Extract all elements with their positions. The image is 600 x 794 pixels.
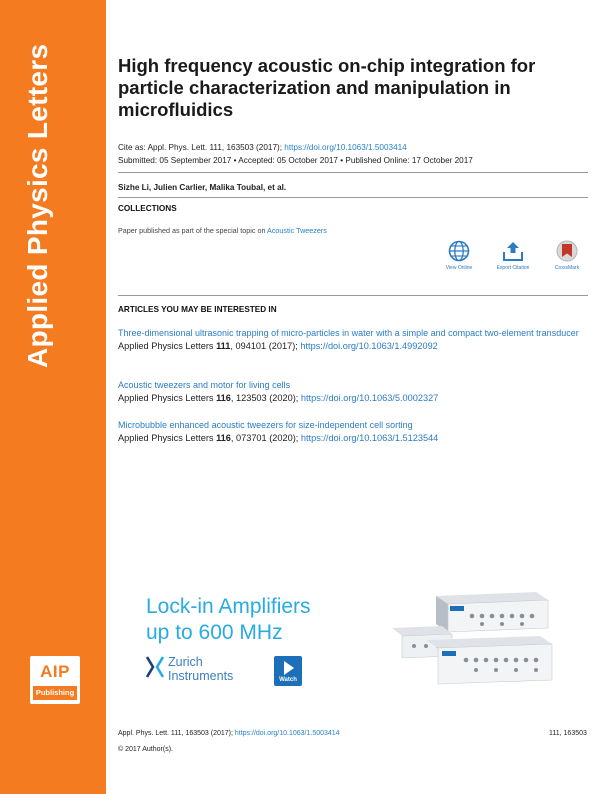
view-online-label: View Online [445, 265, 473, 271]
aip-publishing-logo[interactable] [30, 656, 80, 704]
divider [118, 295, 588, 296]
zurich-instruments-logo-icon [146, 656, 164, 678]
advertisement-banner[interactable] [124, 584, 556, 690]
copyright-notice: © 2017 Author(s). [118, 746, 173, 753]
related-article-title[interactable]: Three-dimensional ultrasonic trapping of micro-particles in water with a simple and compact two-element transducer [118, 328, 579, 338]
ad-headline-line2: up to 600 MHz [146, 621, 283, 644]
related-doi-link[interactable]: https://doi.org/10.1063/5.0002327 [300, 393, 439, 403]
related-article [118, 327, 588, 353]
watch-label: Watch [279, 677, 297, 683]
export-citation-button[interactable] [493, 240, 533, 271]
related-volume: 116 [216, 393, 231, 403]
related-article-reference [118, 392, 588, 405]
related-ref-detail: , 094101 (2017); [230, 341, 301, 351]
collections-heading: COLLECTIONS [118, 204, 177, 213]
related-ref-detail: , 123503 (2020); [230, 393, 301, 403]
ad-brand-name [168, 655, 233, 683]
crossmark-button[interactable] [547, 240, 587, 271]
footer-doi-link[interactable]: https://doi.org/10.1063/1.5003414 [234, 730, 340, 737]
related-journal: Applied Physics Letters [118, 433, 217, 443]
publication-dates: Submitted: 05 September 2017 • Accepted: 05 October 2017 • Published Online: 17 October 2017 [118, 156, 473, 165]
journal-sidebar [0, 0, 106, 794]
related-article [118, 379, 588, 405]
article-doi-link[interactable]: https://doi.org/10.1063/1.5003414 [284, 143, 407, 152]
ad-headline-line1: Lock-in Amplifiers [146, 595, 311, 618]
article-title: High frequency acoustic on-chip integration for particle characterization and manipulation in microfluidics [118, 55, 536, 120]
divider [118, 172, 588, 173]
special-topic-link[interactable]: Acoustic Tweezers [267, 226, 327, 235]
related-doi-link[interactable]: https://doi.org/10.1063/1.5123544 [300, 433, 439, 443]
view-online-button[interactable] [439, 240, 479, 271]
export-citation-icon [502, 240, 524, 262]
related-article-reference [118, 340, 588, 353]
related-journal: Applied Physics Letters [118, 393, 217, 403]
special-topic-text: Paper published as part of the special topic on [118, 226, 268, 235]
ad-brand-line1: Zurich [168, 655, 203, 669]
footer-page-reference: 111, 163503 [549, 730, 587, 737]
footer-citation [118, 730, 340, 737]
related-article [118, 419, 588, 445]
cite-as-line [118, 143, 407, 152]
journal-name: Applied Physics Letters [22, 43, 53, 368]
divider [118, 197, 588, 198]
ad-brand-line2: Instruments [168, 669, 234, 683]
related-doi-link[interactable]: https://doi.org/10.1063/1.4992092 [300, 341, 438, 351]
lock-in-amplifier-device-image [386, 588, 554, 688]
aip-logo-text: AIP [40, 662, 70, 681]
globe-icon [448, 240, 470, 262]
related-journal: Applied Physics Letters [118, 341, 217, 351]
crossmark-icon [556, 240, 578, 262]
related-ref-detail: , 073701 (2020); [230, 433, 301, 443]
export-citation-label: Export Citation [496, 265, 530, 271]
related-volume: 116 [216, 433, 231, 443]
play-icon [284, 661, 294, 675]
aip-logo-publishing: Publishing [33, 686, 77, 700]
footer-cite-text: Appl. Phys. Lett. 111, 163503 (2017); [118, 730, 235, 737]
related-articles-heading: ARTICLES YOU MAY BE INTERESTED IN [118, 305, 277, 314]
ad-headline [146, 594, 311, 646]
related-article-reference [118, 432, 588, 445]
watch-video-button[interactable] [274, 656, 302, 686]
cite-as-text: Cite as: Appl. Phys. Lett. 111, 163503 (2017); [118, 143, 285, 152]
related-volume: 111 [216, 341, 231, 351]
author-list[interactable]: Sizhe Li, Julien Carlier, Malika Toubal, et al. [118, 183, 287, 192]
related-article-title[interactable]: Acoustic tweezers and motor for living cells [118, 380, 291, 390]
related-article-title[interactable]: Microbubble enhanced acoustic tweezers for size-independent cell sorting [118, 420, 413, 430]
crossmark-label: CrossMark [554, 265, 580, 271]
special-topic-line [118, 226, 327, 235]
